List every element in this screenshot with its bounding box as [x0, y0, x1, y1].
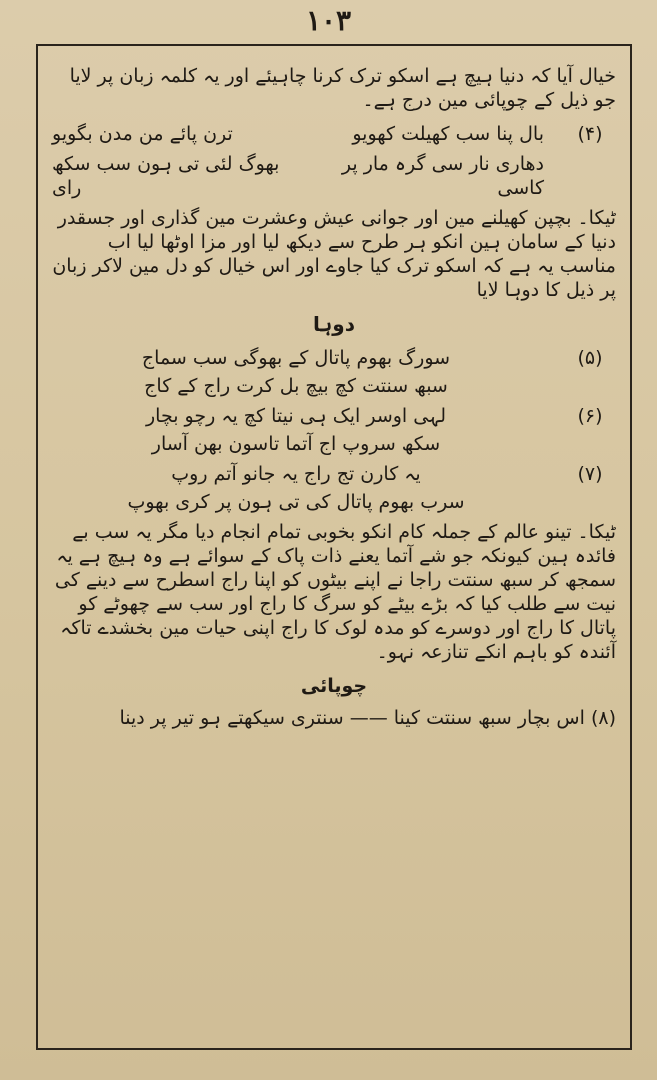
doha-5-line-2	[52, 374, 616, 398]
page-text	[52, 64, 616, 1038]
chaupai-title: چوپائی	[300, 675, 368, 697]
final-verse-text: اس بچار سبھ سنتت کینا —— سنتری سیکھتے ہو تیر پر دینا	[119, 707, 585, 729]
doha-7-line-1	[52, 462, 616, 486]
page-frame	[36, 44, 632, 1050]
final-verse-number: (۸)	[590, 707, 616, 729]
verse-1-number: (۴)	[577, 123, 603, 145]
verse-1-left-text: ترن پائے من مدن بگویو	[52, 123, 233, 145]
final-verse-line	[52, 706, 616, 730]
commentary-paragraph: ٹیکا۔ بچپن کھیلنے مین اور جوانی عیش وعشرت مین گذاری اور جسقدر دنیا کے سامان ہین انکو ہر طرح سے دیکھ لیا اور مزا اوٹھا لیا اب مناسب یہ ہے کہ اسکو ترک کیا جاوے اور اس خیال کو دل مین لاکر زبان پر ذیل کا دوہا لایا	[52, 207, 616, 301]
verse-2-right-text: دھاری نار سی گرہ مار پر کاسی	[341, 153, 544, 199]
doha-6-number: (۶)	[577, 405, 603, 427]
doha-6-line-1-text: لہی اوسر ایک ہی نیتا کچ یہ رچو بچار	[145, 405, 446, 427]
doha-7-line-1-text: یہ کارن تج راج یہ جانو آتم روپ	[171, 463, 421, 485]
verse-2-row	[52, 152, 616, 200]
doha-6-line-2	[52, 432, 616, 456]
doha-7-line-2-text: سرب بھوم پاتال کی تی ہون پر کری بھوپ	[127, 491, 465, 513]
verse-1-right-text: بال پنا سب کھیلت کھویو	[352, 123, 544, 145]
intro-paragraph: خیال آیا کہ دنیا ہیچ ہے اسکو ترک کرنا چاہیئے اور یہ کلمہ زبان پر لایا جو ذیل کے چوپائی مین درج ہے۔	[69, 65, 616, 111]
verse-1-row	[52, 122, 616, 146]
verse-2-left-text: بھوگ لئی تی ہون سب سکھ رای	[52, 153, 280, 199]
page-number: ١٠٣	[305, 4, 352, 37]
doha-6-line-1	[52, 404, 616, 428]
doha-5-line-2-text: سبھ سنتت کچ بیچ بل کرت راج کے کاج	[144, 375, 448, 397]
doha-title: دوہا	[313, 312, 355, 336]
doha-7-number: (۷)	[577, 463, 603, 485]
doha-6	[52, 404, 616, 456]
doha-5-number: (۵)	[577, 347, 603, 369]
doha-7	[52, 462, 616, 514]
commentary-2-paragraph: ٹیکا۔ تینو عالم کے جملہ کام انکو بخوبی تمام انجام دیا مگر یہ سب بے فائدہ ہین کیونکہ جو شے آتما یعنے ذات پاک کے سوائے ہے وہ ہیچ ہے یہ سمجھ کر سبھ سنتت راجا نے اپنے بیٹوں کو اپنا راج اسطرح سے دینے کی نیت سے طلب کیا کہ بڑے بیٹے کو سرگ کا راج اور سب سے چھوٹے کو پاتال کا راج اور دوسرے کو مدہ لوک کا راج اپنی حیات مین بخشدے تاکہ آئندہ کو باہم انکے تنازعہ نہو۔	[54, 521, 616, 663]
doha-5	[52, 346, 616, 398]
doha-5-line-1	[52, 346, 616, 370]
doha-7-line-2	[52, 490, 616, 514]
doha-6-line-2-text: سکھ سروپ اج آتما تاسون بھن آسار	[151, 433, 441, 455]
doha-5-line-1-text: سورگ بھوم پاتال کے بھوگی سب سماج	[141, 347, 451, 369]
